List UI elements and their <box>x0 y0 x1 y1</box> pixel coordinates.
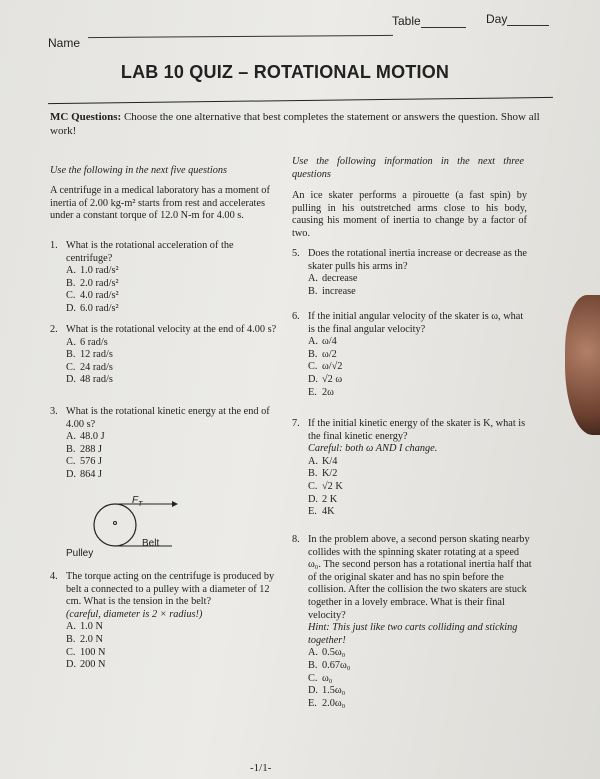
question-text: What is the rotational kinetic energy at the end of 4.00 s? <box>66 406 270 430</box>
option-letter: C. <box>66 456 76 468</box>
option-text: 6.0 rad/s² <box>80 302 119 314</box>
option-text: 12 rad/s <box>80 349 113 361</box>
option-text: ω/2 <box>322 348 337 360</box>
answer-option[interactable] <box>66 456 278 469</box>
answer-option[interactable] <box>308 349 532 362</box>
option-text: 4.0 rad/s² <box>80 290 119 302</box>
answer-option[interactable] <box>308 660 532 673</box>
option-letter: E. <box>308 697 317 709</box>
question-text: In the problem above, a second person skating nearby collides with the spinning skater rotating at a speed ω₀. The second person has a rotational inertia half that of the original skater and has no spin before the collision. After the collision the two skaters are stuck together in a lovely embrace. What is their final velocity? <box>308 534 532 621</box>
question-text: What is the rotational acceleration of the centrifuge? <box>66 240 234 264</box>
left-paragraph: A centrifuge in a medical laboratory has a moment of inertia of 2.00 kg-m² starts from rest and accelerates under a constant torque of 12.0 N-m for 4.00 s. <box>50 185 270 222</box>
answer-option[interactable] <box>66 647 278 660</box>
instructions-label: MC Questions: <box>50 111 122 123</box>
question-hint: Hint: This just like two carts colliding and sticking together! <box>308 622 518 646</box>
option-text: K/4 <box>322 455 338 467</box>
option-text: 2.0ω₀ <box>322 697 346 709</box>
option-letter: E. <box>308 386 317 398</box>
day-blank <box>507 13 549 26</box>
option-text: 1.0 rad/s² <box>80 265 119 277</box>
table-blank <box>421 15 466 28</box>
option-letter: A. <box>66 336 77 348</box>
option-letter: C. <box>66 290 76 302</box>
option-text: 6 rad/s <box>80 336 108 348</box>
table-field <box>392 14 466 28</box>
option-text: 48 rad/s <box>80 374 113 386</box>
option-text: 100 N <box>80 646 106 658</box>
question-4 <box>50 571 278 672</box>
question-hint: (careful, diameter is 2 × radius!) <box>66 608 203 620</box>
option-text: 24 rad/s <box>80 361 113 373</box>
day-label: Day <box>486 12 508 26</box>
question-2 <box>50 324 278 387</box>
option-text: 1.0 N <box>80 621 103 633</box>
answer-option[interactable] <box>308 647 532 660</box>
answer-option[interactable] <box>308 273 532 286</box>
option-letter: A. <box>308 647 319 659</box>
option-letter: B. <box>66 349 76 361</box>
option-text: 1.5ω₀ <box>322 685 346 697</box>
option-letter: C. <box>66 361 76 373</box>
option-letter: B. <box>66 277 76 289</box>
option-letter: E. <box>308 506 317 518</box>
option-text: 4K <box>322 506 335 518</box>
answer-option[interactable] <box>66 621 278 634</box>
option-letter: C. <box>308 672 318 684</box>
option-letter: B. <box>308 659 318 671</box>
answer-option[interactable] <box>308 456 532 469</box>
option-letter: B. <box>66 633 76 645</box>
answer-option[interactable] <box>308 286 532 299</box>
question-8 <box>292 534 532 710</box>
option-text: 200 N <box>80 659 106 671</box>
question-number: 2. <box>50 324 58 335</box>
answer-option[interactable] <box>308 698 532 711</box>
answer-option[interactable] <box>66 290 278 303</box>
answer-option[interactable] <box>308 361 532 374</box>
answer-option[interactable] <box>66 444 278 457</box>
option-letter: C. <box>308 361 318 373</box>
name-label: Name <box>48 36 81 50</box>
option-letter: A. <box>66 621 77 633</box>
belt-label: Belt <box>142 538 160 549</box>
option-letter: D. <box>66 468 77 480</box>
option-letter: D. <box>308 685 319 697</box>
answer-option[interactable] <box>308 336 532 349</box>
answer-option[interactable] <box>308 481 532 494</box>
option-letter: A. <box>308 336 319 348</box>
option-letter: D. <box>308 373 319 385</box>
option-text: ω₀ <box>322 672 333 684</box>
option-text: √2 ω <box>322 373 343 385</box>
day-field <box>486 12 549 26</box>
answer-option[interactable] <box>66 349 278 362</box>
question-7 <box>292 418 532 519</box>
option-letter: D. <box>308 493 319 505</box>
question-text: Does the rotational inertia increase or decrease as the skater pulls his arms in? <box>308 248 527 272</box>
answer-option[interactable] <box>66 374 278 387</box>
pulley-label: Pulley <box>66 548 94 559</box>
question-hint: Careful: both ω AND I change. <box>308 443 438 455</box>
option-text: ω/√2 <box>322 361 343 373</box>
answer-option[interactable] <box>308 506 532 519</box>
question-5 <box>292 248 532 298</box>
answer-option[interactable] <box>66 431 278 444</box>
option-text: 2 K <box>322 493 338 505</box>
instructions <box>50 110 550 138</box>
option-text: 0.5ω₀ <box>322 647 346 659</box>
option-letter: D. <box>66 374 77 386</box>
answer-option[interactable] <box>66 278 278 291</box>
question-text: What is the rotational velocity at the end of 4.00 s? <box>66 324 277 335</box>
page-number: -1/1- <box>250 762 272 774</box>
option-text: √2 K <box>322 480 343 492</box>
question-1 <box>50 240 278 316</box>
question-6 <box>292 311 532 399</box>
question-number: 4. <box>50 571 58 582</box>
option-text: 2.0 N <box>80 633 103 645</box>
instructions-text: Choose the one alternative that best completes the statement or answers the question. Show all work! <box>50 111 540 137</box>
answer-option[interactable] <box>66 362 278 375</box>
answer-option[interactable] <box>66 265 278 278</box>
question-number: 6. <box>292 311 300 322</box>
option-text: 864 J <box>80 468 103 480</box>
answer-option[interactable] <box>66 634 278 647</box>
option-letter: B. <box>308 285 318 297</box>
option-letter: D. <box>66 302 77 314</box>
force-arrowhead <box>172 501 178 507</box>
option-text: 2ω <box>322 386 334 398</box>
option-letter: A. <box>66 431 77 443</box>
question-text: If the initial kinetic energy of the skater is K, what is the final kinetic energy? <box>308 418 526 442</box>
option-letter: D. <box>66 659 77 671</box>
option-text: increase <box>322 285 356 297</box>
page-title: LAB 10 QUIZ – ROTATIONAL MOTION <box>120 62 450 82</box>
option-letter: C. <box>308 480 318 492</box>
answer-option[interactable] <box>66 659 278 672</box>
table-label: Table <box>392 14 421 28</box>
option-text: 288 J <box>80 443 103 455</box>
option-text: decrease <box>322 273 358 285</box>
question-text: If the initial angular velocity of the skater is ω, what is the final angular velocity? <box>308 311 524 335</box>
answer-option[interactable] <box>308 494 532 507</box>
question-text: The torque acting on the centrifuge is produced by belt a connected to a pulley with a diameter of 12 cm. What is the tension in the belt? <box>66 571 275 608</box>
option-text: K/2 <box>322 468 338 480</box>
option-letter: B. <box>66 443 76 455</box>
option-text: ω/4 <box>322 336 337 348</box>
right-paragraph: An ice skater performs a pirouette (a fast spin) by pulling in his outstretched arms close to his body, causing his moment of inertia to change by a factor of two. <box>292 190 527 239</box>
question-number: 5. <box>292 248 300 259</box>
option-letter: A. <box>308 455 319 467</box>
question-number: 7. <box>292 418 300 429</box>
option-text: 576 J <box>80 456 103 468</box>
pulley-axle <box>114 522 117 525</box>
answer-option[interactable] <box>66 469 278 482</box>
answer-option[interactable] <box>308 387 532 400</box>
answer-option[interactable] <box>66 303 278 316</box>
answer-option[interactable] <box>308 685 532 698</box>
option-letter: C. <box>66 646 76 658</box>
answer-option[interactable] <box>66 337 278 350</box>
question-number: 8. <box>292 534 300 545</box>
answer-option[interactable] <box>308 468 532 481</box>
left-intro: Use the following in the next five questions <box>50 165 228 176</box>
option-text: 0.67ω₀ <box>322 659 351 671</box>
question-number: 1. <box>50 240 58 251</box>
answer-option[interactable] <box>308 673 532 686</box>
option-letter: A. <box>308 273 319 285</box>
name-field <box>48 36 80 50</box>
option-letter: B. <box>308 348 318 360</box>
question-number: 3. <box>50 406 58 417</box>
option-text: 2.0 rad/s² <box>80 277 119 289</box>
right-intro: Use the following information in the next three questions <box>292 156 524 180</box>
option-letter: A. <box>66 265 77 277</box>
question-3 <box>50 406 278 482</box>
force-label: $F_T$ <box>132 495 143 508</box>
option-text: 48.0 J <box>80 431 105 443</box>
answer-option[interactable] <box>308 374 532 387</box>
option-letter: B. <box>308 468 318 480</box>
